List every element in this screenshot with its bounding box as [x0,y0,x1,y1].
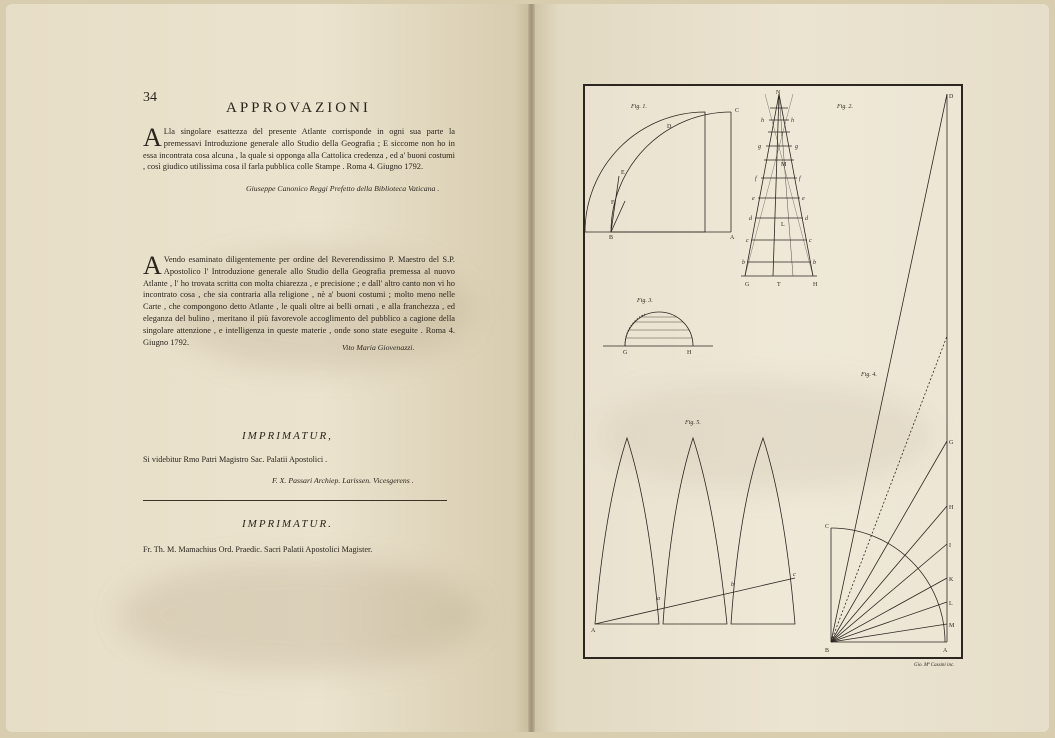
approval-signature-2: Vito Maria Giovenazzi. [342,343,415,352]
fig2-letter-left: e [752,196,755,202]
figure-4 [825,94,955,654]
fig4-point-b: B [825,648,830,654]
fig2-letter-left: c [746,238,749,244]
fig2-point-h: H [813,282,818,288]
approval-signature-1: Giuseppe Canonico Reggi Prefetto della Biblioteca Vaticana . [246,184,440,193]
fig1-point-e: E [621,170,625,176]
imprimatur-line-1: Si videbitur Rmo Patri Magistro Sac. Palatii Apostolici . [143,455,328,464]
fig4-point-h: H [949,505,954,511]
fig2-letter-right: g [795,144,798,150]
fig2-row-m: M [781,162,787,168]
imprimatur-title-1: IMPRIMATUR, [242,430,333,442]
imprimatur-signature-1: F. X. Passari Archiep. Larissen. Vicesgerens . [272,476,414,485]
imprimatur-line-2: Fr. Th. M. Mamachius Ord. Praedic. Sacri Palatii Apostolici Magister. [143,545,373,554]
imprimatur-title-2: IMPRIMATUR. [242,518,333,530]
fig4-point-i: I [949,543,951,549]
fig2-point-g: G [745,282,750,288]
plate-figures [585,86,965,661]
fig5-point-lower-a: a [657,596,660,602]
fig4-point-k: K [949,577,954,583]
fig4-label: Fig. 4. [861,372,877,378]
fig1-label: Fig. 1. [631,104,647,110]
fig4-point-d: D [949,94,954,100]
engraver-credit: Gio. Mª Cassini inc. [914,663,955,668]
figure-1 [585,104,739,241]
fig4-point-g: G [949,440,954,446]
fig2-letter-left: h [761,118,764,124]
fig2-letter-right: b [813,260,816,266]
fig2-letter-left: f [755,176,757,182]
figure-5 [591,420,796,634]
fig2-point-n: N [776,90,781,96]
fig1-point-a: A [730,235,735,241]
approval-paragraph-1 [143,123,455,173]
fig1-point-d: D [667,124,672,130]
fig1-point-f: F [611,200,615,206]
fig2-point-t: T [777,282,781,288]
fig2-letter-right: c [809,238,812,244]
fig1-point-b: B [609,235,614,241]
fig3-point-h: H [687,350,692,356]
drop-cap: A [143,251,162,280]
fig2-letter-left: g [758,144,761,150]
divider-rule [143,500,447,501]
fig3-label: Fig. 3. [637,298,653,304]
book-gutter [528,4,535,732]
fig2-letter-right: d [805,216,808,222]
fig2-letter-right: e [802,196,805,202]
fig4-point-a: A [943,648,948,654]
fig5-point-a: A [591,628,596,634]
page-number: 34 [143,90,157,105]
fig4-point-l: L [949,601,953,607]
fig5-label: Fig. 5. [685,420,701,426]
figure-3 [603,298,713,356]
fig4-point-c: C [825,524,830,530]
approval-text: Vendo esaminato diligentemente per ordine del Reverendissimo P. Maestro del S.P. Apostolico l' Introduzione generale allo Studio della Geografia premessa al nuovo Atlante , l' ho trovata scritta con molta chiarezza , e precisione ; e dall' altro canto non vi ho incontrato cosa , che sia contraria alla religione , nè a' buoni costumi ; molto meno nelle Carte , che compongono detto Atlante , le quali oltre ai belli ornati , e alla franchezza , ed eleganza del bulino , meritano il più favorevole accoglimento del pubblico a cagione della singolare attenzione , e intelligenza in queste materie , onde sono state eseguite . Roma 4. Giugno 1792. [143,255,455,347]
fig2-row-l: L [781,222,785,228]
page-stain [120,560,480,670]
approval-paragraph-2 [143,251,455,348]
fig2-letter-left: d [749,216,752,222]
fig2-letter-right: h [791,118,794,124]
fig2-label: Fig. 2. [837,104,853,110]
fig2-letter-left: b [742,260,745,266]
engraved-plate [583,84,963,659]
fig1-point-c: C [735,108,740,114]
fig4-point-m: M [949,623,955,629]
fig3-point-g: G [623,350,628,356]
approval-text: Lla singolare esattezza del presente Atlante corrisponde in ogni sua parte la premessavi Introduzione generale allo Studio della Geografia ; E siccome non ho in essa incontrata cosa alcuna , la quale si opponga alla Cattolica credenza , ed a' buoni costumi , così giudico utilissima cosa il farla pubblica colle Stampe . Roma 4. Giugno 1792. [143,127,455,172]
fig2-row-i: I [781,132,783,138]
fig2-letter-right: f [799,176,801,182]
figure-2 [741,90,853,288]
page-title: APPROVAZIONI [226,100,371,116]
fig5-point-c: c [793,572,796,578]
drop-cap: A [143,123,162,152]
fig5-point-b: b [731,582,734,588]
